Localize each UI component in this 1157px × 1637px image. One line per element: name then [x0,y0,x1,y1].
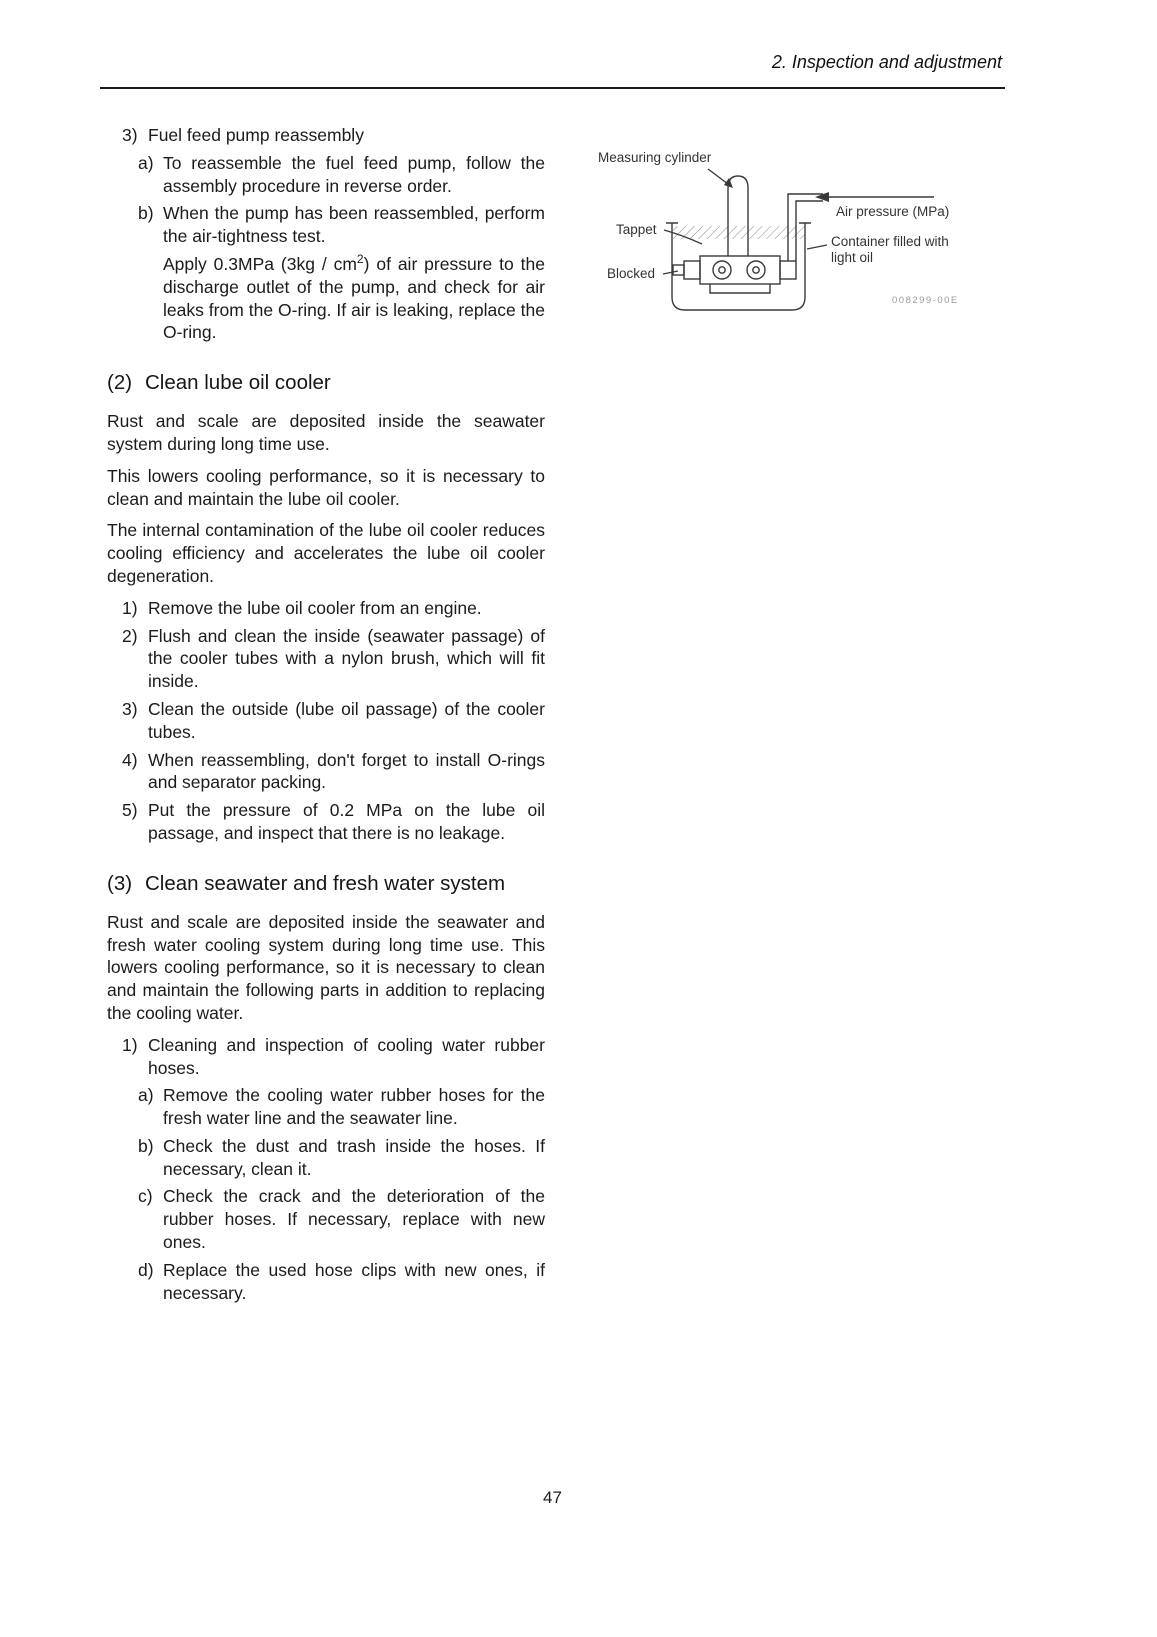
section-number: (2) [107,371,133,395]
list-text: Clean the outside (lube oil passage) of the cooler tubes. [148,698,545,742]
section-number: (3) [107,871,133,895]
label-container-filled: Container filled with light oil [831,234,949,265]
list-number: 5) [122,800,138,821]
header-title: 2. Inspection and adjustment [771,52,1002,72]
section-3-heading [107,871,545,897]
list-number: d) [138,1259,154,1280]
list-item [107,625,545,693]
list-text: When the pump has been reassembled, perform the air-tightness test. [163,203,545,247]
list-item [107,1135,545,1181]
list-number: b) [138,1135,154,1156]
list-text: When reassembling, don't forget to install O-rings and separator packing. [148,749,545,793]
figure-air-tightness-test [560,148,1010,343]
section-2-heading [107,370,545,396]
paragraph-text: ) of air pressure to the discharge outlet of the pump, and check for air leaks from the O-ring. If air is leaking, replace the O-ring. [163,253,545,343]
label-measuring-cylinder: Measuring cylinder [598,150,712,165]
pump-right-port [780,261,796,279]
pump-port-circle [753,267,759,273]
list-text: Replace the used hose clips with new ones, if necessary. [163,1259,545,1303]
pump-port-circle [747,261,765,279]
list-item-3a [107,152,545,198]
list-text: Flush and clean the inside (seawater passage) of the cooler tubes with a nylon brush, which will fit inside. [148,625,545,692]
list-text: Check the dust and trash inside the hoses. If necessary, clean it. [163,1135,545,1179]
list-number: a) [138,152,154,173]
figure-code: 008299-00E [892,295,959,306]
page-number: 47 [543,1488,562,1507]
list-number: c) [138,1186,153,1207]
measuring-cylinder-shape [728,176,748,256]
pump-port-circle [713,261,731,279]
pump-body [700,256,780,284]
blocked-plug [673,265,684,275]
list-item [107,1034,545,1080]
label-blocked: Blocked [607,266,656,281]
paragraph: Rust and scale are deposited inside the seawater and fresh water cooling system during long time use. This lowers cooling performance, so it is necessary to clean and maintain the following parts in addition to replacing the cooling water. [107,911,545,1023]
superscript-2: 2 [356,252,364,267]
paragraph: Rust and scale are deposited inside the seawater system during long time use. [107,411,545,454]
list-number: 3) [122,125,138,145]
list-text: To reassemble the fuel feed pump, follow the assembly procedure in reverse order. [163,152,545,196]
list-number: b) [138,203,154,224]
list-number: 2) [122,625,138,646]
list-item [107,698,545,744]
list-number: 1) [122,597,138,618]
pump-port-circle [719,267,725,273]
list-text: Check the crack and the deterioration of the rubber hoses. If necessary, replace with new ones. [163,1186,545,1253]
list-item-3 [107,124,545,147]
paragraph-apply-pressure [163,253,545,344]
list-number: 3) [122,698,138,719]
list-number: 1) [122,1034,138,1055]
list-item [107,1259,545,1305]
list-text: Remove the lube oil cooler from an engine. [148,597,482,618]
list-text: Remove the cooling water rubber hoses for the fresh water line and the seawater line. [163,1085,545,1129]
section-title: Clean lube oil cooler [145,371,331,395]
section-title: Clean seawater and fresh water system [145,871,506,895]
paragraph-text: Apply 0.3MPa (3kg / cm [163,253,357,274]
paragraph: The internal contamination of the lube oil cooler reduces cooling efficiency and accelerates the lube oil cooler degeneration. [107,520,545,586]
list-item-3b [107,202,545,248]
blocked-leader [663,271,678,274]
liquid-surface-hatch [673,226,804,239]
pump-left-port [684,261,700,279]
list-item [107,597,545,620]
list-text: Put the pressure of 0.2 MPa on the lube oil passage, and inspect that there is no leakage. [148,800,545,843]
measuring-cylinder-arrowhead [724,178,733,188]
container-leader [807,245,827,249]
list-item [107,1084,545,1130]
page-header [100,52,1002,73]
text-column [107,124,545,1309]
header-rule [100,87,1005,89]
page-number-area [100,1488,1005,1508]
label-tappet: Tappet [616,222,657,237]
label-air-pressure: Air pressure (MPa) [836,204,950,219]
list-text: Cleaning and inspection of cooling water rubber hoses. [148,1034,545,1078]
paragraph: This lowers cooling performance, so it is necessary to clean and maintain the lube oil cooler. [107,465,545,509]
list-item [107,749,545,795]
list-item [107,1185,545,1253]
pump-base [710,284,770,293]
list-item [107,799,545,845]
list-number: a) [138,1085,154,1106]
list-number: 4) [122,749,138,770]
list-text: Fuel feed pump reassembly [148,125,364,145]
measuring-cylinder-leader [708,169,728,184]
